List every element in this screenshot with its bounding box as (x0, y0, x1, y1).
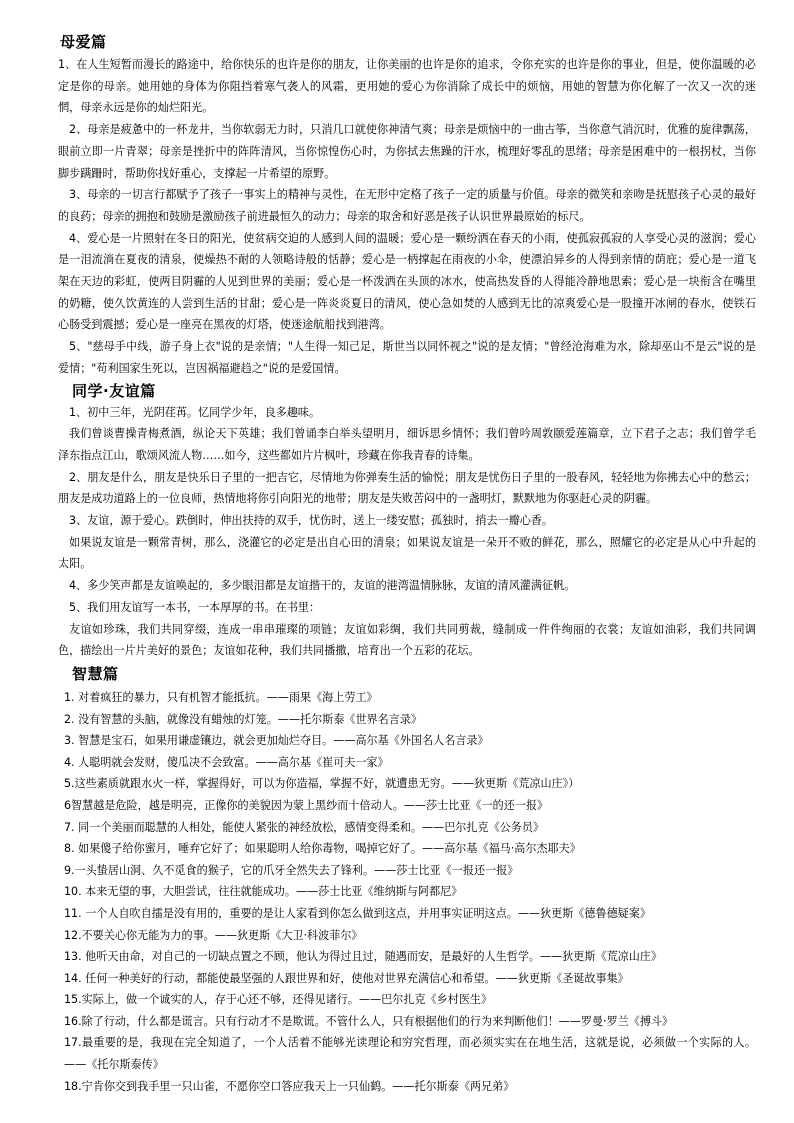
quote-item: 18.宁肯你交到我手里一只山雀，不愿你空口答应我天上一只仙鹤。——托尔斯泰《两兄弟》 (64, 1079, 515, 1093)
quote-item: 14. 任何一种美好的行动，都能使最坚强的人跟世界和好，使他对世界充满信心和希望。——狄更斯《圣诞故事集》 (64, 971, 629, 985)
paragraph: 1、初中三年，光阴荏苒。忆同学少年，良多趣味。 (69, 405, 321, 419)
quote-item: 13. 他听天由命，对自己的一切缺点置之不顾，他认为得过且过，随遇而安，是最好的人生哲学。——狄更斯《荒凉山庄》 (64, 950, 663, 964)
quote-item: 3. 智慧是宝石，如果用谦虚镶边，就会更加灿烂夺目。——高尔基《外国名人名言录》 (64, 734, 489, 748)
quote-item: 5.这些素质就跟水火一样，掌握得好，可以为你造福，掌握不好，就遭患无穷。——狄更斯《荒凉山庄》） (64, 777, 580, 791)
section-friendship (58, 402, 756, 662)
section-title-friendship: 同学·友谊篇 (72, 381, 156, 400)
quote-item: 7. 同一个美丽而聪慧的人相处，能使人紧张的神经放松，感情变得柔和。——巴尔扎克《公务员》 (64, 820, 545, 834)
quote-item: 15.实际上，做一个诚实的人，存于心还不够，还得见诸行。——巴尔扎克《乡村医生》 (64, 993, 493, 1007)
paragraph: 5、我们用友谊写一本书，一本厚厚的书。在书里： (69, 600, 321, 614)
paragraph: 3、友谊，源于爱心。跌倒时，伸出扶持的双手，忧伤时，送上一缕安慰；孤独时，捎去一瓣心香。 (69, 514, 554, 528)
section-wisdom-quote-list (58, 687, 756, 1097)
paragraph: 4、爱心是一片照射在冬日的阳光，使贫病交迫的人感到人间的温暖；爱心是一颗纷洒在春天的小雨，使孤寂孤寂的人享受心灵的滋润；爱心是一泪流淌在夏夜的清泉，使燥热不耐的人领略诗般的恬静；爱心是一柄撑起在雨夜的小伞，使漂泊异乡的人得到亲情的荫庇；爱心是一道飞架在天边的彩虹，使两目阴霾的人见到世界的美丽；爱心是一杯泼洒在头顶的冰水，使高热发昏的人得能冷静地思索；爱心是一块衔含在嘴里的奶糖，使久饮黄连的人尝到生活的甘甜；爱心是一阵炎炎夏日的清风，使心急如焚的人感到无比的凉爽爱心是一股撞开冰闸的春水，使铁石心肠受到震撼；爱心是一座亮在黑夜的灯塔，使迷途航船找到港湾。 (58, 231, 756, 332)
quote-item: 6智慧越是危险，越是明亮，正像你的美貌因为蒙上黑纱而十倍动人。——莎士比亚《一的还一报》 (64, 798, 549, 812)
paragraph: 2、母亲是疲惫中的一杯龙井，当你软弱无力时，只消几口就使你神清气爽；母亲是烦恼中的一曲古筝，当你意气消沉时，优雅的旋律飘荡，眼前立即一片青翠；母亲是挫折中的阵阵清风，当你惊惶伤心时，为你拭去焦躁的汗水，梳理好零乱的思绪；母亲是困难中的一根拐杖，当你脚步蹒跚时，帮助你找好重心，支撑起一片希望的原野。 (58, 123, 756, 180)
quote-item: 16.除了行动，什么都是谎言。只有行动才不是欺谎。不管什么人，只有根据他们的行为来判断他们！——罗曼·罗兰《搏斗》 (64, 1014, 674, 1028)
quote-item: 11. 一个人自吹自擂是没有用的，重要的是让人家看到你怎么做到这点，并用事实证明这点。——狄更斯《德鲁德疑案》 (64, 906, 651, 920)
quote-item: 1. 对着疯狂的暴力，只有机智才能抵抗。——雨果《海上劳工》 (64, 690, 378, 704)
section-mother-love (58, 54, 756, 380)
paragraph: 2、朋友是什么，朋友是快乐日子里的一把吉它，尽情地为你弹奏生活的愉悦；朋友是忧伤日子里的一股春风，轻轻地为你拂去心中的愁云；朋友是成功道路上的一位良师，热情地将你引向阳光的地带；朋友是失败苦闷中的一盏明灯，默默地为你驱赶心灵的阴霾。 (58, 470, 756, 506)
paragraph: 1、在人生短暂而漫长的路途中，给你快乐的也许是你的朋友，让你美丽的也许是你的追求，令你充实的也许是你的事业，但是，使你温暖的必定是你的母亲。她用她的身体为你阻挡着寒气袭人的风霜，更用她的爱心为你消除了成长中的烦恼，用她的智慧为你化解了一次又一次的迷惘，母亲永远是你的灿烂阳光。 (58, 58, 756, 115)
section-title-wisdom: 智慧篇 (72, 664, 119, 683)
paragraph: 5、"慈母手中线，游子身上衣"说的是亲情；"人生得一知己足，斯世当以同怀视之"说的是友情；"曾经沧海难为水，除却巫山不是云"说的是爱情；"苟利国家生死以，岂因祸福避趋之"说的是爱国情。 (58, 340, 756, 375)
quote-item: 2. 没有智慧的头脑，就像没有蜡烛的灯笼。——托尔斯泰《世界名言录》 (64, 712, 423, 726)
paragraph: 4、多少笑声都是友谊唤起的，多少眼泪都是友谊揩干的，友谊的港湾温情脉脉，友谊的清风灌满征帆。 (69, 579, 576, 593)
quote-item: 4. 人聪明就会发财，傻瓜决不会致富。——高尔基《崔可夫一家》 (64, 755, 389, 769)
quote-item: 9.一头蛰居山洞、久不觅食的猴子，它的爪牙全然失去了锋利。——莎士比亚《一报还一报》 (64, 863, 519, 877)
section-title-mother-love: 母爱篇 (60, 33, 107, 51)
paragraph: 如果说友谊是一颗常青树，那么，浇灌它的必定是出自心田的清泉；如果说友谊是一朵开不败的鲜花，那么，照耀它的必定是从心中升起的太阳。 (58, 535, 756, 571)
paragraph: 3、母亲的一切言行都赋予了孩子一事实上的精神与灵性，在无形中定格了孩子一定的质量与价值。母亲的微笑和亲吻是抚慰孩子心灵的最好的良药；母亲的拥抱和鼓励是激励孩子前进最恒久的动力；母亲的取舍和好恶是孩子认识世界最原始的标尺。 (58, 188, 756, 223)
quote-item: 12.不要关心你无能为力的事。——狄更斯《大卫·科波菲尔》 (64, 928, 363, 942)
quote-item: 17.最重要的是，我现在完全知道了，一个人活着不能够光读理论和穷究哲理，而必须实实在在地生活，这就是说，必须做一个实际的人。——《托尔斯泰传》 (64, 1036, 756, 1072)
paragraph: 友谊如珍珠，我们共同穿缀，连成一串串璀璨的项链；友谊如彩绸，我们共同剪裁，缝制成一件件绚丽的衣裳；友谊如油彩，我们共同调色，描绘出一片片美好的景色；友谊如花种，我们共同播撒，培育出一个五彩的花坛。 (58, 622, 756, 658)
quote-item: 10. 本来无望的事，大胆尝试，往往就能成功。——莎士比亚《维纳斯与阿都尼》 (64, 885, 463, 899)
paragraph: 我们曾谈曹操青梅煮酒，纵论天下英雄；我们曾诵李白举头望明月，细诉思乡情怀；我们曾吟周敦颐爱莲篇章，立下君子之志；我们曾学毛泽东指点江山，歌颂风流人物……如今，这些都如片片枫叶，珍藏在你我青春的诗集。 (58, 427, 756, 462)
quote-item: 8. 如果傻子给你蜜月，唾弃它好了；如果聪明人给你毒物，喝掉它好了。——高尔基《福马·高尔杰耶夫》 (64, 842, 581, 856)
